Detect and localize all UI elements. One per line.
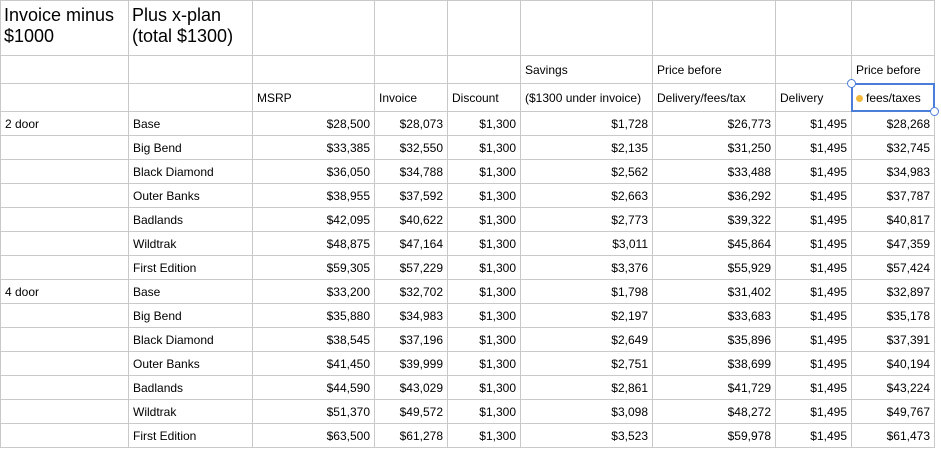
cell-price-before[interactable]: $38,699 <box>653 352 776 376</box>
cell-group-label[interactable]: 4 door <box>1 280 129 304</box>
cell-trim[interactable]: Black Diamond <box>129 160 253 184</box>
cell-savings[interactable]: $2,135 <box>521 136 653 160</box>
cell-trim[interactable]: Wildtrak <box>129 232 253 256</box>
cell-price-fees[interactable]: $40,194 <box>852 352 935 376</box>
cell-discount[interactable]: $1,300 <box>448 112 521 136</box>
cell-header-invoice[interactable]: Invoice <box>375 84 448 112</box>
cell-msrp[interactable]: $33,200 <box>253 280 375 304</box>
cell-empty[interactable] <box>1 352 129 376</box>
cell-msrp[interactable]: $38,955 <box>253 184 375 208</box>
table-row <box>1 112 935 136</box>
cell-invoice[interactable]: $37,196 <box>375 328 448 352</box>
cell-discount[interactable]: $1,300 <box>448 184 521 208</box>
cell-savings[interactable]: $2,773 <box>521 208 653 232</box>
cell-delivery[interactable]: $1,495 <box>776 256 852 280</box>
cell-price-before[interactable]: $33,683 <box>653 304 776 328</box>
cell-delivery[interactable]: $1,495 <box>776 352 852 376</box>
table-row <box>1 280 935 304</box>
cell-header-discount[interactable]: Discount <box>448 84 521 112</box>
cell-invoice[interactable]: $39,999 <box>375 352 448 376</box>
cell-invoice[interactable]: $28,073 <box>375 112 448 136</box>
cell-msrp[interactable]: $41,450 <box>253 352 375 376</box>
table-row <box>1 208 935 232</box>
cell-trim[interactable]: Big Bend <box>129 136 253 160</box>
cell-discount[interactable]: $1,300 <box>448 424 521 448</box>
cell-price-fees[interactable]: $37,787 <box>852 184 935 208</box>
cell-delivery[interactable]: $1,495 <box>776 280 852 304</box>
cell-savings[interactable]: $3,011 <box>521 232 653 256</box>
cell-price-fees[interactable]: $40,817 <box>852 208 935 232</box>
table-row <box>1 304 935 328</box>
cell-delivery[interactable]: $1,495 <box>776 304 852 328</box>
cell-price-before[interactable]: $33,488 <box>653 160 776 184</box>
cell-empty[interactable] <box>1 400 129 424</box>
cell-msrp[interactable]: $36,050 <box>253 160 375 184</box>
cell-delivery[interactable]: $1,495 <box>776 160 852 184</box>
cell-header-delivery-fees-tax[interactable]: Delivery/fees/tax <box>653 84 776 112</box>
table-row <box>1 136 935 160</box>
cell-savings[interactable]: $1,798 <box>521 280 653 304</box>
cell-delivery[interactable]: $1,495 <box>776 424 852 448</box>
table-row <box>1 376 935 400</box>
cell-price-fees[interactable]: $61,473 <box>852 424 935 448</box>
cell-empty[interactable] <box>1 304 129 328</box>
cell-msrp[interactable]: $51,370 <box>253 400 375 424</box>
cell-delivery[interactable]: $1,495 <box>776 232 852 256</box>
table-row <box>1 160 935 184</box>
table-row <box>1 400 935 424</box>
cell-empty[interactable] <box>1 424 129 448</box>
cell-msrp[interactable]: $63,500 <box>253 424 375 448</box>
cell-discount[interactable]: $1,300 <box>448 400 521 424</box>
cell-empty[interactable] <box>1 328 129 352</box>
cell-discount[interactable]: $1,300 <box>448 376 521 400</box>
cell-msrp[interactable]: $59,305 <box>253 256 375 280</box>
cell-savings[interactable]: $2,197 <box>521 304 653 328</box>
cell-empty[interactable] <box>375 56 448 84</box>
cell-empty[interactable] <box>1 136 129 160</box>
table-row <box>1 256 935 280</box>
cell-discount[interactable]: $1,300 <box>448 256 521 280</box>
cell-header-price-before[interactable]: Price before <box>653 56 776 84</box>
cell-price-before[interactable]: $59,978 <box>653 424 776 448</box>
cell-msrp[interactable]: $42,095 <box>253 208 375 232</box>
cell-trim[interactable]: Outer Banks <box>129 184 253 208</box>
cell-price-before[interactable]: $31,250 <box>653 136 776 160</box>
cell-trim[interactable]: Black Diamond <box>129 328 253 352</box>
cell-empty[interactable] <box>375 1 448 56</box>
cell-price-fees[interactable]: $57,424 <box>852 256 935 280</box>
cell-price-before[interactable]: $48,272 <box>653 400 776 424</box>
cell-price-fees[interactable]: $35,178 <box>852 304 935 328</box>
cell-savings[interactable]: $3,098 <box>521 400 653 424</box>
cell-header-delivery[interactable]: Delivery <box>776 84 852 112</box>
cell-price-fees[interactable]: $32,745 <box>852 136 935 160</box>
cell-invoice[interactable]: $34,788 <box>375 160 448 184</box>
cell-empty[interactable] <box>1 256 129 280</box>
cell-discount[interactable]: $1,300 <box>448 160 521 184</box>
cell-msrp[interactable]: $28,500 <box>253 112 375 136</box>
cell-invoice[interactable]: $40,622 <box>375 208 448 232</box>
cell-empty[interactable] <box>448 56 521 84</box>
cell-invoice[interactable]: $61,278 <box>375 424 448 448</box>
table-row <box>1 424 935 448</box>
cell-price-before[interactable]: $39,322 <box>653 208 776 232</box>
cell-title-b[interactable]: Plus x-plan (total $1300) <box>129 1 253 56</box>
cell-trim[interactable]: Base <box>129 112 253 136</box>
table-row <box>1 352 935 376</box>
cell-savings[interactable]: $3,376 <box>521 256 653 280</box>
cell-invoice[interactable]: $34,983 <box>375 304 448 328</box>
cell-discount[interactable]: $1,300 <box>448 136 521 160</box>
table-row <box>1 328 935 352</box>
cell-empty[interactable] <box>852 1 935 56</box>
cell-price-fees[interactable]: $47,359 <box>852 232 935 256</box>
cell-invoice[interactable]: $32,702 <box>375 280 448 304</box>
cell-delivery[interactable]: $1,495 <box>776 328 852 352</box>
cell-empty[interactable] <box>129 84 253 112</box>
collaborator-cursor-icon <box>856 95 863 102</box>
cell-price-fees[interactable]: $28,268 <box>852 112 935 136</box>
cell-trim[interactable]: Badlands <box>129 208 253 232</box>
cell-header-savings[interactable]: Savings <box>521 56 653 84</box>
cell-msrp[interactable]: $48,875 <box>253 232 375 256</box>
cell-price-before[interactable]: $36,292 <box>653 184 776 208</box>
cell-discount[interactable]: $1,300 <box>448 208 521 232</box>
cell-trim[interactable]: First Edition <box>129 256 253 280</box>
cell-empty[interactable] <box>653 1 776 56</box>
cell-discount[interactable]: $1,300 <box>448 232 521 256</box>
table-row <box>1 232 935 256</box>
cell-empty[interactable] <box>1 160 129 184</box>
cell-price-before[interactable]: $45,864 <box>653 232 776 256</box>
cell-price-before[interactable]: $41,729 <box>653 376 776 400</box>
cell-delivery[interactable]: $1,495 <box>776 208 852 232</box>
cell-empty[interactable] <box>129 56 253 84</box>
cell-delivery[interactable]: $1,495 <box>776 184 852 208</box>
cell-empty[interactable] <box>253 56 375 84</box>
cell-price-fees[interactable]: $37,391 <box>852 328 935 352</box>
cell-price-fees[interactable]: $43,224 <box>852 376 935 400</box>
cell-header-price-before-2[interactable]: Price before <box>852 56 935 84</box>
cell-empty[interactable] <box>1 184 129 208</box>
cell-empty[interactable] <box>1 208 129 232</box>
cell-delivery[interactable]: $1,495 <box>776 400 852 424</box>
cell-empty[interactable] <box>1 376 129 400</box>
cell-invoice[interactable]: $43,029 <box>375 376 448 400</box>
cell-empty[interactable] <box>521 1 653 56</box>
cell-header-msrp[interactable]: MSRP <box>253 84 375 112</box>
cell-savings[interactable]: $2,649 <box>521 328 653 352</box>
cell-price-before[interactable]: $31,402 <box>653 280 776 304</box>
cell-msrp[interactable]: $35,880 <box>253 304 375 328</box>
cell-discount[interactable]: $1,300 <box>448 304 521 328</box>
cell-savings[interactable]: $3,523 <box>521 424 653 448</box>
cell-empty[interactable] <box>253 1 375 56</box>
cell-price-before[interactable]: $55,929 <box>653 256 776 280</box>
cell-discount[interactable]: $1,300 <box>448 280 521 304</box>
cell-empty[interactable] <box>1 232 129 256</box>
cell-trim[interactable]: Big Bend <box>129 304 253 328</box>
cell-delivery[interactable]: $1,495 <box>776 112 852 136</box>
cell-trim[interactable]: Badlands <box>129 376 253 400</box>
cell-msrp[interactable]: $38,545 <box>253 328 375 352</box>
cell-savings[interactable]: $1,728 <box>521 112 653 136</box>
cell-title-a[interactable]: Invoice minus $1000 <box>1 1 129 56</box>
cell-price-fees[interactable]: $32,897 <box>852 280 935 304</box>
cell-price-fees[interactable]: $49,767 <box>852 400 935 424</box>
cell-empty[interactable] <box>1 84 129 112</box>
cell-trim[interactable]: Wildtrak <box>129 400 253 424</box>
sheet-row-1 <box>1 1 935 56</box>
sheet-row-2 <box>1 56 935 84</box>
cell-invoice[interactable]: $32,550 <box>375 136 448 160</box>
cell-savings[interactable]: $2,562 <box>521 160 653 184</box>
selected-cell-fees-taxes[interactable] <box>852 84 935 112</box>
cell-invoice[interactable]: $57,229 <box>375 256 448 280</box>
cell-price-before[interactable]: $26,773 <box>653 112 776 136</box>
cell-invoice[interactable]: $47,164 <box>375 232 448 256</box>
cell-trim[interactable]: Outer Banks <box>129 352 253 376</box>
cell-discount[interactable]: $1,300 <box>448 328 521 352</box>
cell-invoice[interactable]: $49,572 <box>375 400 448 424</box>
cell-delivery[interactable]: $1,495 <box>776 376 852 400</box>
cell-invoice[interactable]: $37,592 <box>375 184 448 208</box>
cell-price-before[interactable]: $35,896 <box>653 328 776 352</box>
cell-savings[interactable]: $2,751 <box>521 352 653 376</box>
cell-header-savings-detail[interactable]: ($1300 under invoice) <box>521 84 653 112</box>
cell-discount[interactable]: $1,300 <box>448 352 521 376</box>
cell-savings[interactable]: $2,861 <box>521 376 653 400</box>
cell-header-fees-taxes: fees/taxes <box>866 90 921 105</box>
sheet-row-3 <box>1 84 935 112</box>
cell-trim[interactable]: Base <box>129 280 253 304</box>
cell-empty[interactable] <box>776 56 852 84</box>
cell-empty[interactable] <box>1 56 129 84</box>
cell-msrp[interactable]: $44,590 <box>253 376 375 400</box>
cell-group-label[interactable]: 2 door <box>1 112 129 136</box>
cell-msrp[interactable]: $33,385 <box>253 136 375 160</box>
cell-empty[interactable] <box>448 1 521 56</box>
cell-empty[interactable] <box>776 1 852 56</box>
table-row <box>1 184 935 208</box>
cell-trim[interactable]: First Edition <box>129 424 253 448</box>
cell-price-fees[interactable]: $34,983 <box>852 160 935 184</box>
cell-savings[interactable]: $2,663 <box>521 184 653 208</box>
cell-delivery[interactable]: $1,495 <box>776 136 852 160</box>
